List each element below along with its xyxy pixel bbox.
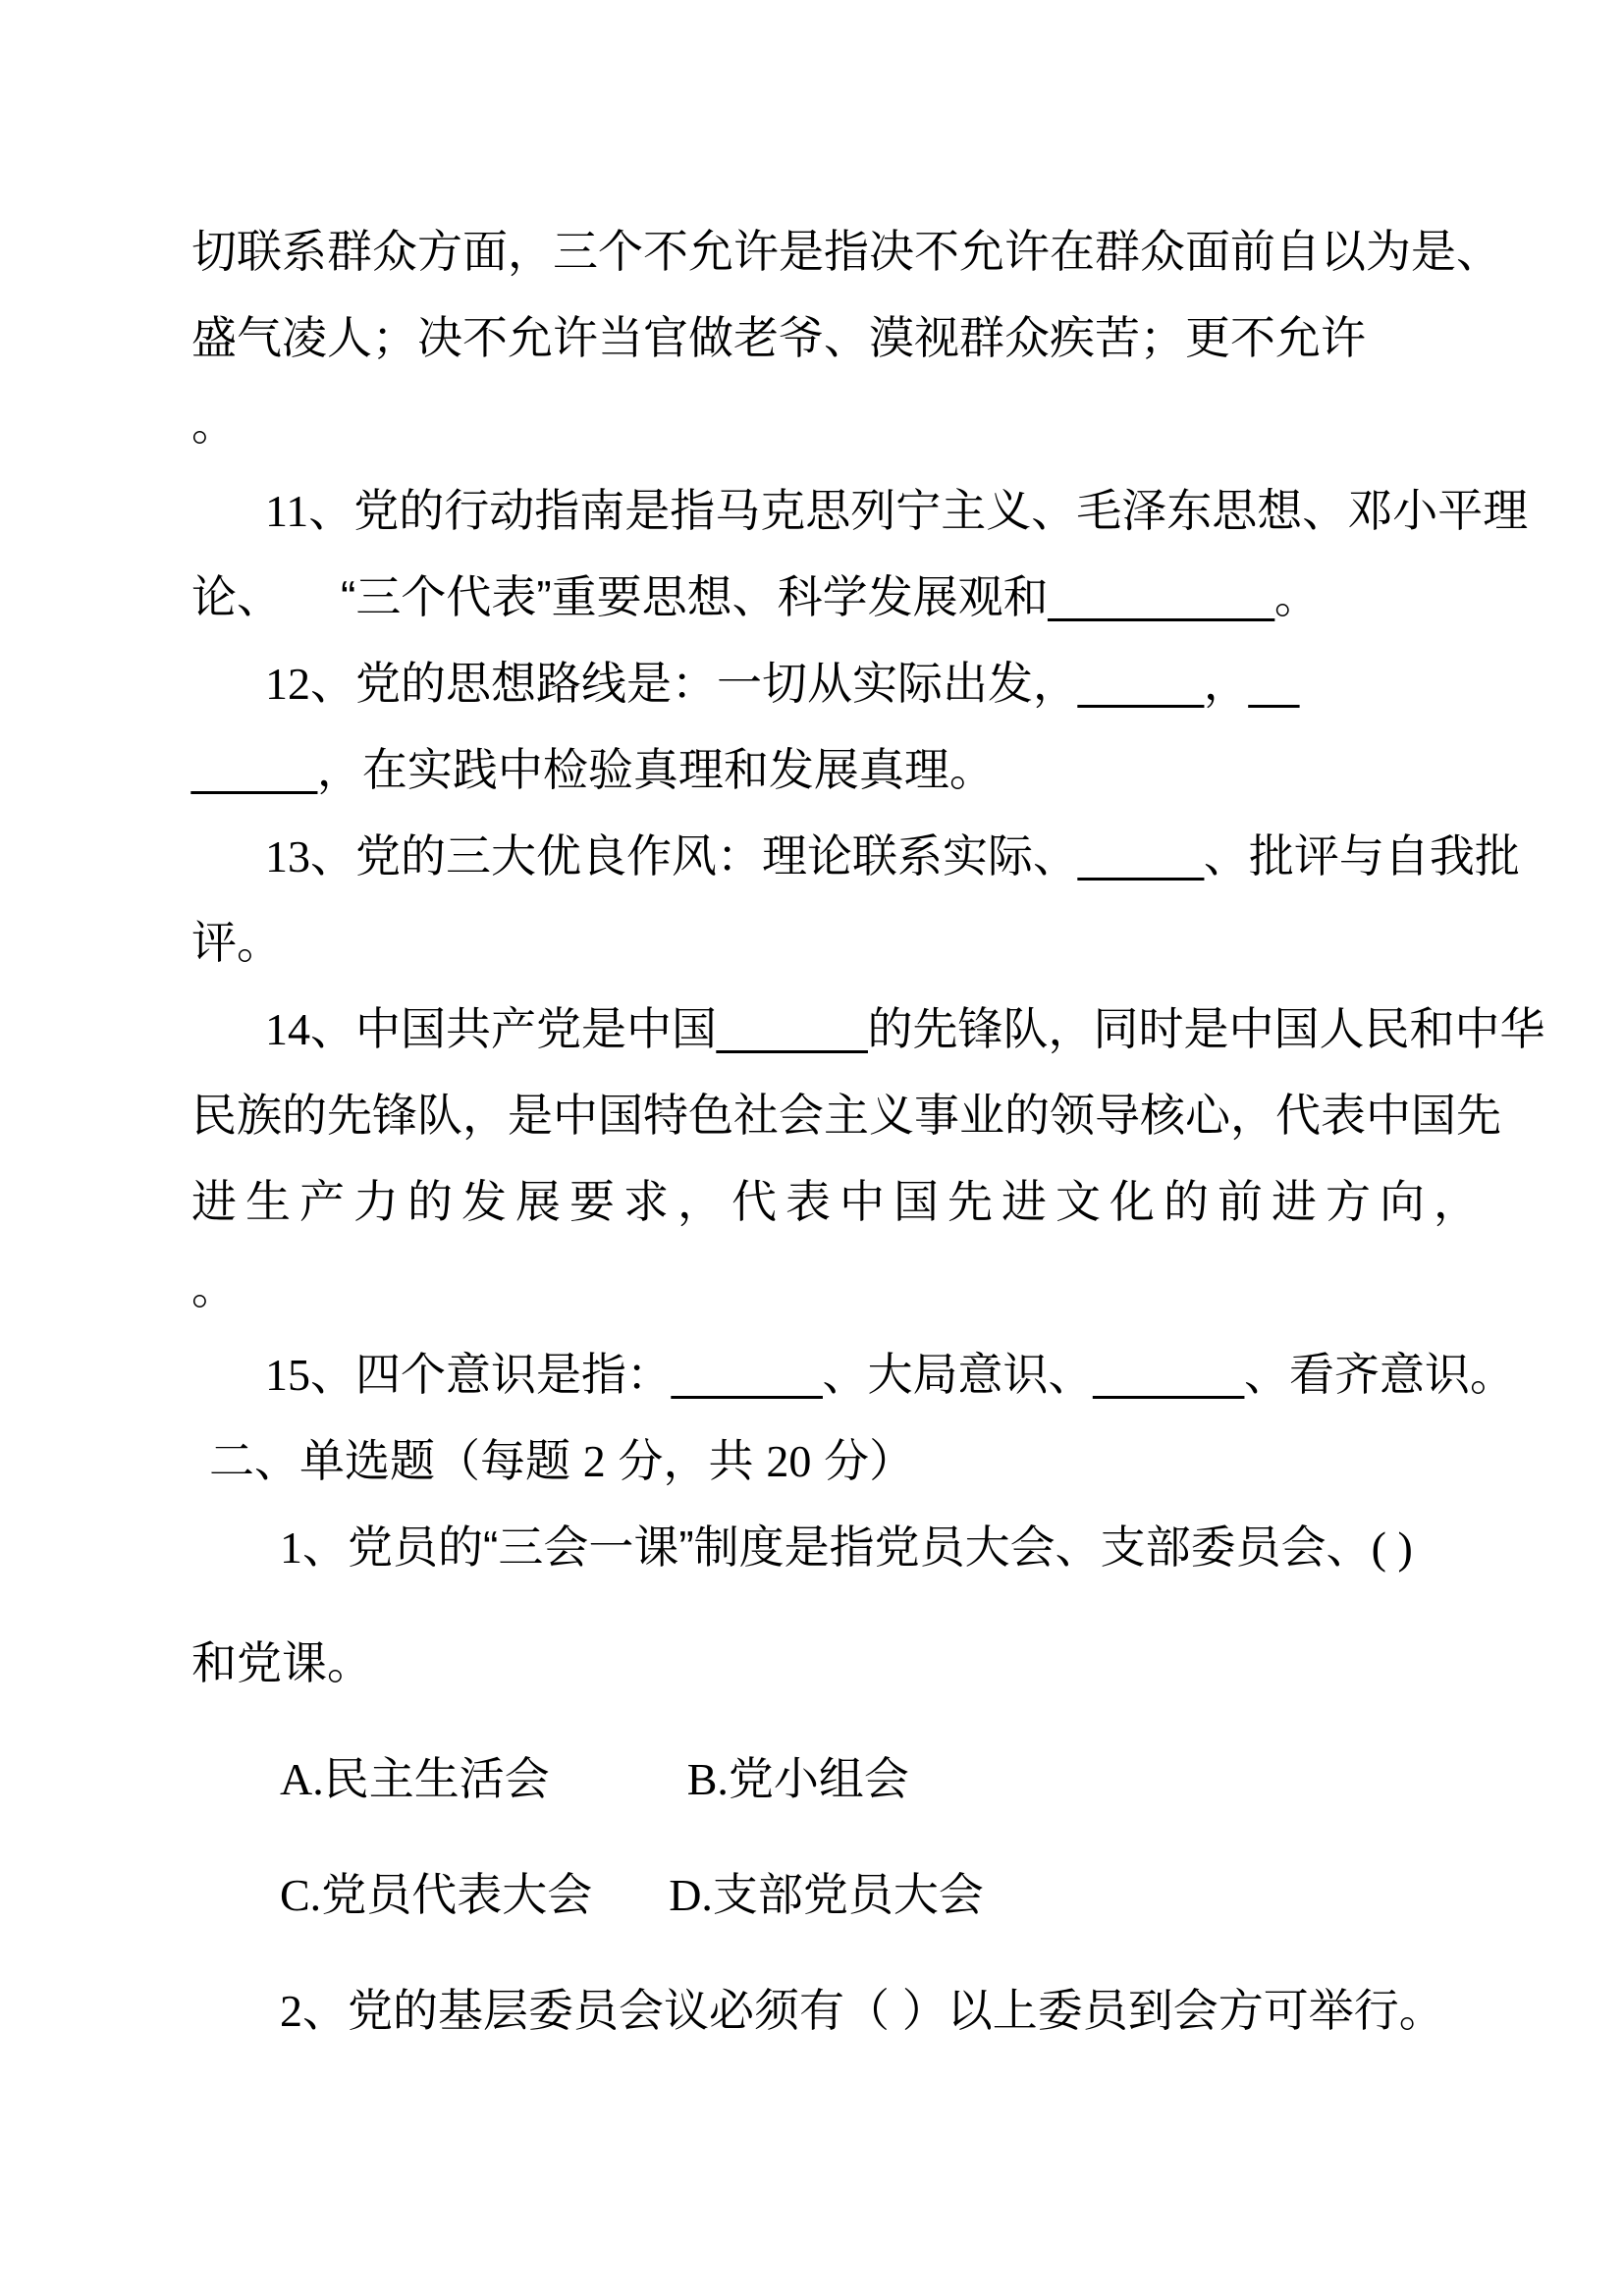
option-b-label: B.: [686, 1754, 729, 1804]
question-14-text: 的先锋队，同时是中国人民和中华: [867, 1003, 1545, 1054]
question-15-text: 、大局意识、: [822, 1349, 1094, 1400]
question-12-number: 12: [265, 659, 310, 709]
section-2-total-points: 20: [766, 1436, 812, 1486]
question-13-text: 、党的三大优良作风：理论联系实际、: [310, 830, 1078, 881]
fill-blank-underline: _____: [1078, 658, 1204, 709]
spacer: [282, 612, 341, 613]
fill-blank-underline: _________: [1048, 571, 1274, 622]
document-content: [191, 208, 1545, 2054]
spacer: [592, 1909, 669, 1910]
fill-blank-underline: __: [1248, 658, 1300, 709]
mc-question-1-number: 1: [280, 1522, 302, 1573]
question-15-text: 、看齐意识。: [1244, 1349, 1515, 1400]
question-13-text-wrap: 评。: [191, 917, 282, 968]
option-a-text: 民主生活会: [323, 1753, 550, 1804]
question-14-text-wrap: 进生产力的发展要求，代表中国先进文化的前进方向，: [191, 1176, 1488, 1227]
question-11-number: 11: [265, 486, 309, 536]
question-11-end-punctuation: 。: [1273, 571, 1320, 622]
section-2-title: 分，共: [605, 1435, 767, 1486]
section-2-header: [191, 1417, 1517, 1504]
body-text: 盛气凌人；决不允许当官做老爷、漠视群众疾苦；更不允许: [191, 312, 1366, 363]
section-2-title: 二、单选题（每题: [209, 1435, 583, 1486]
question-15-text: 、四个意识是指：: [310, 1349, 672, 1400]
question-12-line-2: [191, 726, 1517, 813]
question-14-line-3: [191, 1158, 1517, 1245]
question-12-comma: ，: [1203, 658, 1249, 709]
mc-question-1-text: 、党员的“三会一课”制度是指党员大会、支部委员会、: [302, 1522, 1372, 1573]
mc-question-1-options-row-1: [191, 1735, 1517, 1822]
question-13-line-1: [191, 813, 1520, 899]
question-12-line-1: [191, 640, 1517, 726]
option-c-text: 党员代表大会: [321, 1869, 593, 1920]
question-15-line: [191, 1331, 1517, 1417]
question-11-text: “三个代表”重要思想、科学发展观和: [341, 571, 1049, 622]
fill-blank-underline: ______: [672, 1349, 823, 1400]
fill-blank-underline: _____: [1078, 830, 1204, 881]
section-2-title: 分）: [811, 1435, 915, 1486]
question-14-text-wrap: 民族的先锋队，是中国特色社会主义事业的领导核心，代表中国先: [191, 1090, 1501, 1141]
question-11-line-2: [191, 554, 1517, 640]
paragraph-end-punctuation: [191, 381, 1517, 467]
fill-blank-underline: _____: [191, 744, 317, 795]
question-11-line-1: [191, 467, 1529, 554]
question-13-number: 13: [265, 831, 310, 881]
option-a-label: A.: [280, 1754, 324, 1804]
mc-question-2-line: [191, 1967, 1517, 2054]
paragraph-continuation-line-1: [191, 208, 1517, 294]
question-14-text: 、中国共产党是中国: [310, 1003, 717, 1054]
answer-parentheses: ( ): [1371, 1522, 1413, 1573]
question-11-text-wrap: 论、: [191, 571, 282, 622]
spacer: [550, 1793, 687, 1794]
mc-question-1-line-2: [191, 1620, 1517, 1706]
paragraph-continuation-line-2: [191, 294, 1517, 381]
question-15-number: 15: [265, 1350, 310, 1400]
body-text: 。: [191, 1262, 237, 1313]
option-b-text: 党小组会: [728, 1753, 909, 1804]
question-14-number: 14: [265, 1004, 310, 1054]
mc-question-1-options-row-2: [191, 1851, 1517, 1938]
fill-blank-underline: ______: [1093, 1349, 1244, 1400]
section-2-points-per-question: 2: [582, 1436, 606, 1486]
mc-question-2-text: 、党的基层委员会议必须有（ ）以上委员到会方可举行。: [302, 1985, 1444, 2036]
mc-question-2-number: 2: [280, 1986, 302, 2036]
option-d-label: D.: [669, 1870, 713, 1920]
fill-blank-underline: ______: [717, 1003, 868, 1054]
option-d-text: 支部党员大会: [712, 1869, 984, 1920]
option-c-label: C.: [280, 1870, 322, 1920]
question-11-text: 、党的行动指南是指马克思列宁主义、毛泽东思想、邓小平理: [308, 485, 1529, 536]
question-12-text: 、党的思想路线是：一切从实际出发，: [310, 658, 1078, 709]
question-13-text: 、批评与自我批: [1203, 830, 1520, 881]
question-13-line-2: [191, 899, 1517, 986]
question-14-end-punctuation: [191, 1245, 1517, 1331]
body-text: 。: [191, 399, 237, 450]
body-text: 切联系群众方面，三个不允许是指决不允许在群众面前自以为是、: [191, 226, 1501, 277]
mc-question-1-line-1: [191, 1504, 1517, 1590]
question-12-text: ，在实践中检验真理和发展真理。: [316, 744, 995, 795]
question-14-line-2: [191, 1072, 1517, 1158]
mc-question-1-text-wrap: 和党课。: [191, 1637, 372, 1688]
question-14-line-1: [191, 986, 1545, 1072]
